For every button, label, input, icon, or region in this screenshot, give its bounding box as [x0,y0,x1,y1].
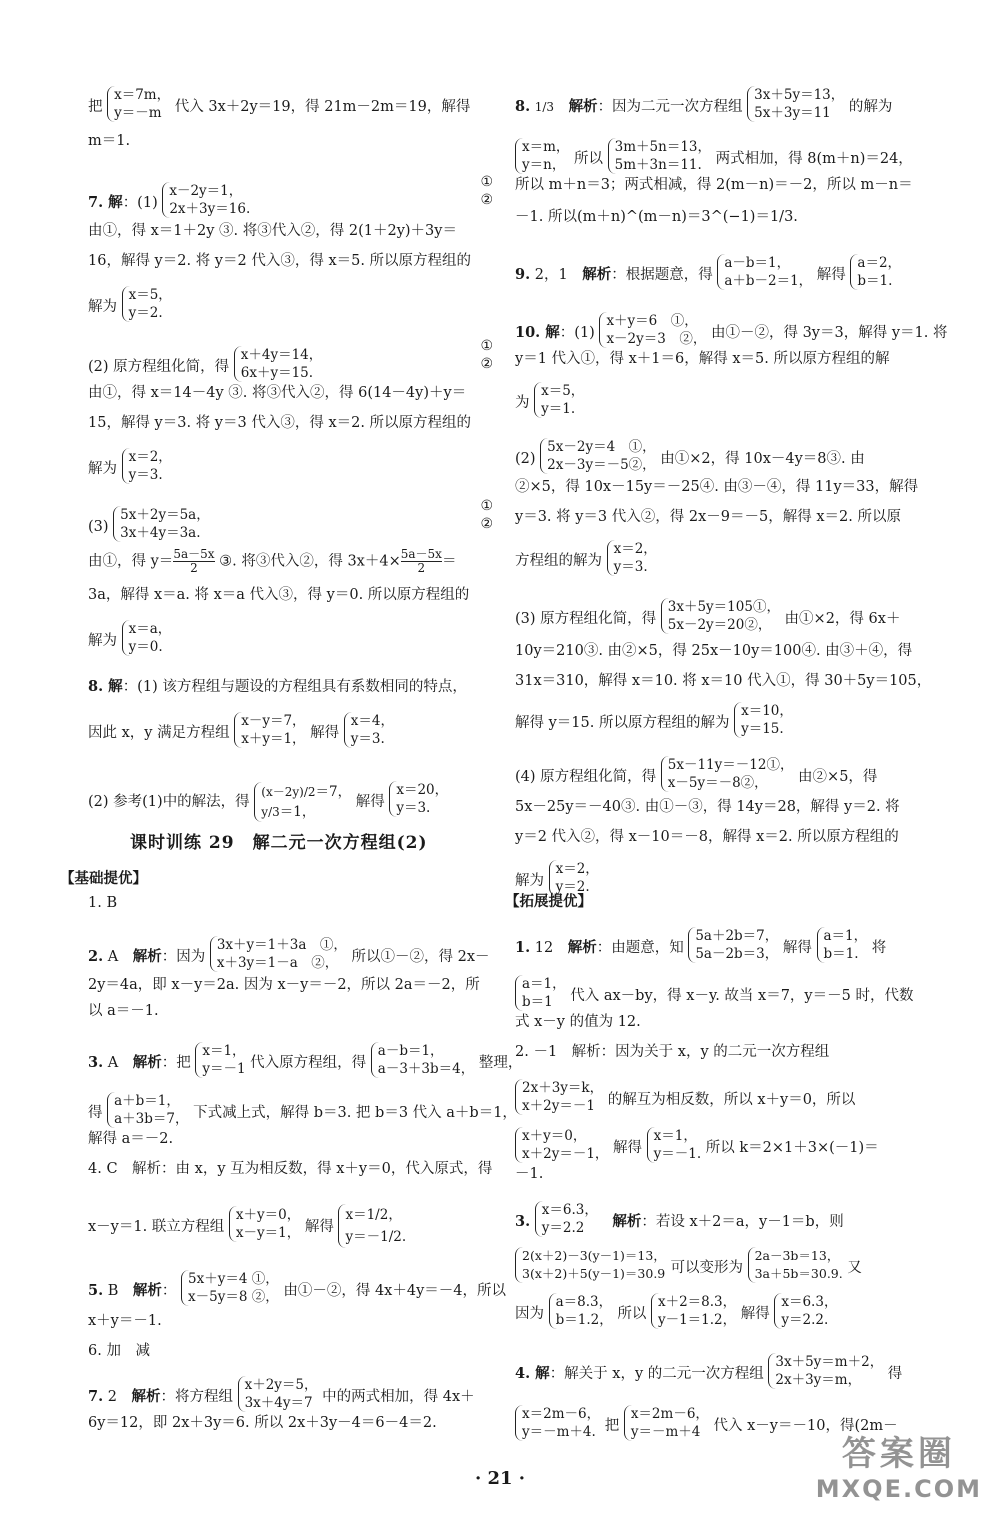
text-line: y＝2 代入②，得 x－10＝－8，解得 x＝2. 所以原方程组的 [515,829,899,845]
text-line: 15，解得 y＝3. 将 y＝3 代入③，得 x＝2. 所以原方程组的 [88,415,472,431]
text-line: 由①，得 x＝1＋2y ③. 将③代入②，得 2(1＋2y)＋3y＝ [88,223,457,239]
text-line: －1. 所以(m＋n)^(m－n)＝3^(−1)＝1/3. [515,209,798,225]
text-line: (3) 原方程组化简，得 3x＋5y＝105①， 5x－2y＝20②， 由①×2，得 6x＋ [515,599,901,633]
text-line: (2) 参考(1)中的解法，得 (x－2y)/2＝7， y/3＝1， 解得 x＝20， y＝3. [88,782,449,820]
circle-2: ② [480,516,493,532]
text-line: 2x＋3y＝k， x＋2y＝－1 的解互为相反数，所以 x＋y＝0，所以 [515,1073,855,1111]
text-line: 4. C 解析：由 x，y 互为相反数，得 x＋y＝0，代入原式，得 [88,1161,493,1177]
equation-system: 3x＋y＝1＋3a ①， x＋3y＝1－a ②， [210,936,347,972]
equation-system: x＝m， y＝n， [515,138,569,174]
text-line: 因为 a＝8.3， b＝1.2， 所以 x＋2＝8.3， y－1＝1.2， 解得 x＝6.3， y＝2.2. [515,1294,838,1328]
equation-system: 3x＋5y＝105①， 5x－2y＝20②， [661,598,780,634]
solution-system: x＝1， y＝－1. [647,1127,702,1163]
solution-system: x＝6.3， y＝2.2. [774,1293,837,1329]
text-line: 6y＝12，即 2x＋3y＝6. 所以 2x＋3y－4＝6－4＝2. [88,1415,437,1431]
problem-8: 8. 解：(1) 该方程组与题设的方程组具有系数相同的特点， [88,678,467,695]
text-line: 3. x＝6.3， y＝2.2 解析：若设 x＋2＝a，y－1＝b，则 [515,1202,844,1236]
tag-basic: 【基础提优】 [60,870,147,887]
text-line: 1. 12 解析：由题意，知 5a＋2b＝7， 5a－2b＝3， 解得 a＝1， b＝1. 将 [515,928,887,962]
text-line: 以 a＝－1. [88,1003,159,1019]
text-line: 3a，解得 x＝a. 将 x＝a 代入③，得 y＝0. 所以原方程组的 [88,587,470,603]
equation-system: a－b＝1， a＋b－2＝1， [717,254,812,290]
text-line: (2) 原方程组化简，得 x＋4y＝14， 6x＋y＝15. [88,347,323,381]
solution-system: x＝2m－6， y＝－m＋4. [515,1405,600,1441]
solution-system: x＝4， y＝3. [344,712,394,748]
text-line: 5. B 解析： 5x＋y＝4 ①， x－5y＝8 ②， 由①－②，得 4x＋4y＝－4，所以 [88,1271,506,1305]
text-line: 10y＝210③. 由②×5，得 25x－10y＝100④. 由③＋④，得 [515,643,913,659]
watermark-bottom: MXQE.COM [815,1475,982,1503]
text-line: 所以 m＋n＝3；两式相减，得 2(m－n)＝－2，所以 m－n＝ [515,177,913,193]
text-line: －1. [515,1166,544,1182]
equation-system: 5x＋y＝4 ①， x－5y＝8 ②， [181,1270,279,1306]
equation-system: x＋2＝8.3， y－1＝1.2， [651,1293,736,1329]
solution-system: x＝2， y＝3. [607,540,657,576]
equation-system: a＝1， b＝1 [515,975,566,1011]
equation-system: a＋b＝1， a＋3b＝7， [107,1092,188,1128]
equation-system: x＋y＝0， x－y＝1， [229,1206,300,1242]
solution-system: x＝10， y＝15. [734,702,793,738]
equation-system: x－y＝7， x＋y＝1， [234,712,305,748]
equation-system: 3x＋5y＝m＋2， 2x＋3y＝m， [768,1353,883,1389]
text-line: 式 x－y 的值为 12. [515,1014,641,1030]
equation-system: 2x＋3y＝k， x＋2y＝－1 [515,1079,603,1115]
text-line: 把 x＝7m， y＝－m 代入 3x＋2y＝19，得 21m－2m＝19，解得 [88,87,471,121]
text-line: x＋y＝0， x＋2y＝－1， 解得 x＝1， y＝－1. 所以 k＝2×1＋3×(－1)＝ [515,1121,879,1159]
equation-system: x＝7m， y＝－m [107,86,170,122]
text-line: 2(x＋2)－3(y－1)＝13， 3(x＋2)＋5(y－1)＝30.9 可以变形为 2a－3b＝13， 3a＋5b＝30.9. 又 [515,1241,862,1279]
equation-system: (x－2y)/2＝7， y/3＝1， [254,782,351,822]
circle-2: ② [480,356,493,372]
problem-10: 10. 解：(1) x＋y＝6 ①， x－2y＝3 ②， 由①－②，得 3y＝3，解得 y＝1. 将 [515,313,948,347]
equation-system: 5x＋2y＝5a， 3x＋4y＝3a. [113,506,210,542]
text-line: (4) 原方程组化简，得 5x－11y＝－12①， x－5y＝－8②， 由②×5，得 [515,757,878,791]
text-line: 6. 加 减 [88,1343,150,1359]
text-line: 由①，得 x＝14－4y ③. 将③代入②，得 6(14－4y)＋y＝ [88,385,467,401]
text-line: 解为 x＝5， y＝2. [88,287,172,321]
text-line: 解为 x＝2， y＝2. [515,861,599,895]
equation-system: x－2y＝1， 2x＋3y＝16. [162,182,250,218]
text-line: y＝3. 将 y＝3 代入②，得 2x－9＝－5，解得 x＝2. 所以原 [515,509,901,525]
text-line: (2) 5x－2y＝4 ①， 2x－3y＝－5②， 由①×2，得 10x－4y＝8③. 由 [515,439,865,473]
text-line: x＝2m－6， y＝－m＋4. 把 x＝2m－6， y＝－m＋4 代入 x－y＝－10，得(2m－ [515,1399,898,1437]
text-line: 解为 x＝a， y＝0. [88,621,172,655]
text-line: 16，解得 y＝2. 将 y＝2 代入③，得 x＝5. 所以原方程组的 [88,253,472,269]
watermark-logo [816,1426,982,1503]
text-line: 3. A 解析：把 x＝1， y＝－1 代入原方程组，得 a－b＝1， a－3＋3b＝4， 整理， [88,1043,523,1077]
equation-system: x＋2y＝5， 3x＋4y＝7 [238,1376,318,1412]
solution-system: x＝a， y＝0. [122,620,172,656]
text-line: (3) 5x＋2y＝5a， 3x＋4y＝3a. [88,507,210,541]
equation-system: 2(x＋2)－3(y－1)＝13， 3(x＋2)＋5(y－1)＝30.9 [515,1247,666,1283]
text-line: m＝1. [88,133,131,149]
text-line: 方程组的解为 x＝2， y＝3. [515,541,657,575]
tag-extend: 【拓展提优】 [505,893,592,910]
text-line: a＝1， b＝1 代入 ax－by，得 x－y. 故当 x＝7，y＝－5 时，代数 [515,969,913,1007]
solution-system: x＝5， y＝1. [534,382,584,418]
circle-1: ① [480,174,493,190]
text-line: x＋y＝－1. [88,1313,162,1329]
equation-system: x＋y＝0， x＋2y＝－1， [515,1127,608,1163]
problem-7: 7. 解：(1) x－2y＝1， 2x＋3y＝16. [88,183,251,217]
text-line: 为 x＝5， y＝1. [515,383,585,417]
text-line: 得 a＋b＝1， a＋3b＝7， 下式减上式，解得 b＝3. 把 b＝3 代入 a＋b＝1， [88,1093,517,1127]
text-line: 8. 1/3 解析：因为二元一次方程组 3x＋5y＝13， 5x＋3y＝11 的解为 [515,87,893,121]
solution-system: x＝1/2， y＝－1/2. [338,1204,406,1248]
equation-system: a－b＝1， a－3＋3b＝4， [371,1042,474,1078]
solution-system: x＝2， y＝2. [549,860,599,896]
equation-system: x＋y＝6 ①， x－2y＝3 ②， [599,312,706,348]
equation-system: 5x－2y＝4 ①， 2x－3y＝－5②， [540,438,656,474]
equation-system: 2a－3b＝13， 3a＋5b＝30.9. [748,1247,843,1283]
text-line: 2y＝4a，即 x－y＝2a. 因为 x－y＝－2，所以 2a＝－2，所 [88,977,480,993]
text-line: 由①，得 y＝ $\frac{5a-5x}{2}$ ③. 将③代入②，得 3x＋4× $\frac{5a-5x}{2}$ ＝ [88,547,457,575]
equation-system: x＋4y＝14， 6x＋y＝15. [234,346,323,382]
solution-system: a＝1， b＝1. [817,927,868,963]
text-line: 9. 2，1 解析：根据题意，得 a－b＝1， a＋b－2＝1， 解得 a＝2， b＝1. [515,255,902,289]
text-line: 31x＝310，解得 x＝10. 将 x＝10 代入①，得 30＋5y＝105， [515,673,932,689]
text-line: 2. A 解析：因为 3x＋y＝1＋3a ①， x＋3y＝1－a ②， 所以①－②，得 2x－ [88,937,490,971]
page-number: · 21 · [474,1468,526,1489]
equation-system: 5a＋2b＝7， 5a－2b＝3， [688,927,778,963]
text-line: ②×5，得 10x－15y＝－25④. 由③－④，得 11y＝33，解得 [515,479,919,495]
solution-system: x＝2， y＝3. [122,448,172,484]
text-line: 1. B [88,895,118,911]
text-line: x＝m， y＝n， 所以 3m＋5n＝13， 5m＋3n＝11. 两式相加，得 8(m＋n)＝24， [515,132,913,170]
equation-system: 3x＋5y＝13， 5x＋3y＝11 [747,86,844,122]
solution-system: x＝5， y＝2. [122,286,172,322]
text-line: y＝1 代入①，得 x＋1＝6，解得 x＝5. 所以原方程组的解 [515,351,890,367]
solution-system: x＝6.3， y＝2.2 [535,1201,598,1237]
text-line: 5x－25y＝－40③. 由①－③，得 14y＝28，解得 y＝2. 将 [515,799,900,815]
circle-1: ① [480,338,493,354]
text-line: 7. 2 解析：将方程组 x＋2y＝5， 3x＋4y＝7 中的两式相加，得 4x＋ [88,1377,475,1411]
equation-system: 3m＋5n＝13， 5m＋3n＝11. [608,138,711,174]
text-line: x－y＝1. 联立方程组 x＋y＝0， x－y＝1， 解得 x＝1/2， y＝－1/2. [88,1194,406,1238]
text-line: 4. 解：解关于 x，y 的二元一次方程组 3x＋5y＝m＋2， 2x＋3y＝m， 得 [515,1354,903,1388]
solution-system: a＝2， b＝1. [850,254,901,290]
text-line: 解为 x＝2， y＝3. [88,449,172,483]
circle-2: ② [480,192,493,208]
section-title: 课时训练 29 解二元一次方程组(2) [130,833,428,853]
equation-system: 5x－11y＝－12①， x－5y＝－8②， [661,756,794,792]
solution-system: x＝20， y＝3. [389,781,448,817]
watermark-top: 答案圈 [841,1434,956,1474]
text-line: 解得 a＝－2. [88,1131,174,1147]
text-line: 因此 x，y 满足方程组 x－y＝7， x＋y＝1， 解得 x＝4， y＝3. [88,713,394,747]
equation-system: x＝1， y＝－1 [195,1042,245,1078]
text-line: 解得 y＝15. 所以原方程组的解为 x＝10， y＝15. [515,703,793,737]
solution-system: x＝2m－6， y＝－m＋4 [624,1405,709,1441]
text-line: 2. －1 解析：因为关于 x，y 的二元一次方程组 [515,1044,830,1060]
circle-1: ① [480,498,493,514]
equation-system: a＝8.3， b＝1.2， [549,1293,613,1329]
